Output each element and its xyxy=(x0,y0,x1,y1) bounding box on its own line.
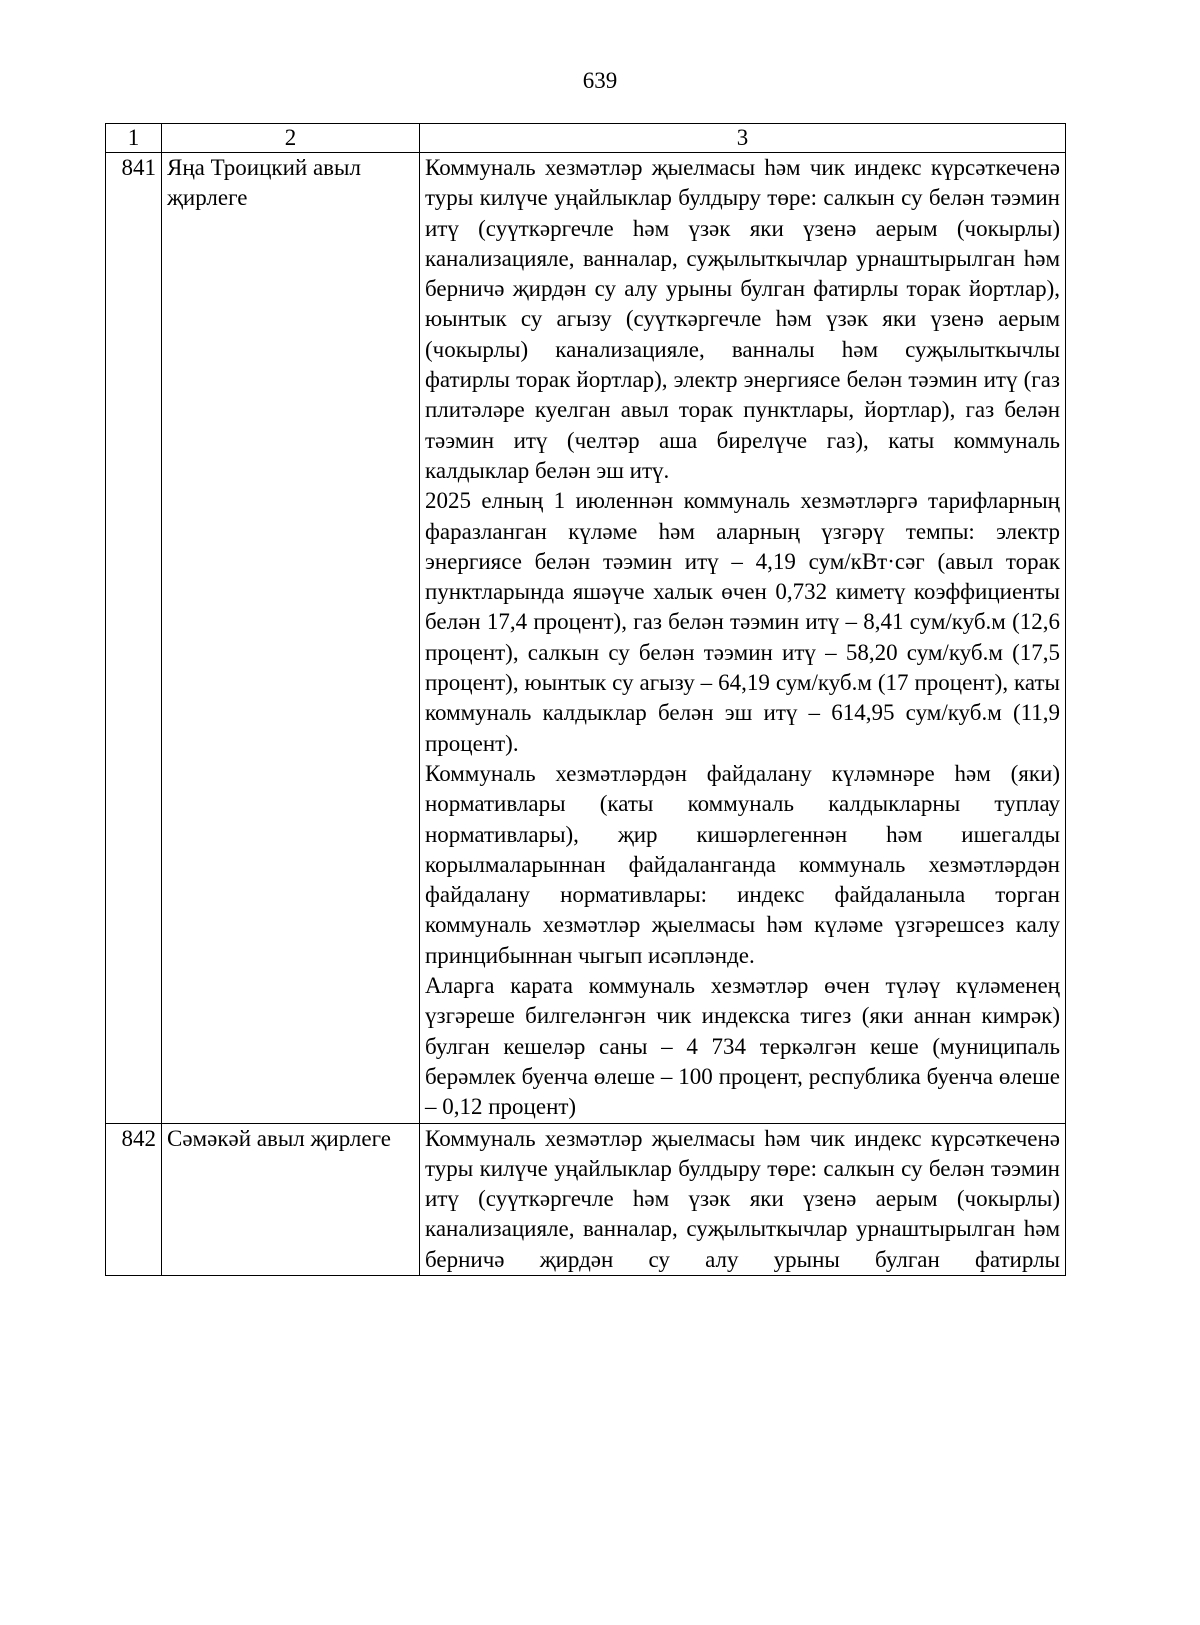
description-paragraph: Коммуналь хезмәтләр җыелмасы һәм чик индекс күрсәткеченә туры килүче уңайлыклар булдыру төре: салкын су белән тәэмин итү (суүткәргечле һәм үзәк яки үзенә аерым (чокырлы) канализацияле, ванналар, суҗылыткычлар урнаштырылган һәм берничә җирдән су алу урыны булган фатирлы xyxy=(425,1125,1060,1272)
description-paragraph: Коммуналь хезмәтләр җыелмасы һәм чик индекс күрсәткеченә туры килүче уңайлыклар булдыру төре: салкын су белән тәэмин итү (суүткәргечле һәм үзәк яки үзенә аерым (чокырлы) канализацияле, ванналар, суҗылыткычлар урнаштырылган һәм берничә җирдән су алу урыны булган фатирлы торак йортлар), юынтык су агызу (суүткәргечле һәм үзәк яки үзенә аерым (чокырлы) канализацияле, ванналы һәм суҗылыткычлы фатирлы торак йортлар), электр энергиясе белән тәэмин итү (газ плитәләре куелган авыл торак пунктлары, йортлар), газ белән тәэмин итү (челтәр аша бирелүче газ), каты коммуналь калдыклар белән эш итү. xyxy=(425,155,1060,483)
table-header-row xyxy=(106,124,1066,153)
table-row xyxy=(106,1123,1066,1275)
table-row xyxy=(106,153,1066,1124)
settlement-name: Яңа Троицкий авыл җирлеге xyxy=(162,153,420,1124)
page-number: 639 xyxy=(582,68,618,93)
description-paragraph: Коммуналь хезмәтләрдән файдалану күләмнәре һәм (яки) нормативлары (каты коммуналь калдыкларны туплау нормативлары), җир кишәрлегеннән һәм ишегалды корылмаларыннан файдаланганда коммуналь хезмәтләрдән файдалану нормативлары: индекс файдаланыла торган коммуналь хезмәтләр җыелмасы һәм күләме үзгәрешсез калу принцибыннан чыгып исәпләнде. xyxy=(425,760,1060,968)
column-header-1: 1 xyxy=(106,124,162,153)
data-table xyxy=(105,123,1066,1276)
description-cell xyxy=(420,1123,1066,1275)
row-number: 841 xyxy=(106,153,162,1124)
description-paragraph: 2025 елның 1 июленнән коммуналь хезмәтләргә тарифларның фаразланган күләме һәм аларның үзгәрү темпы: электр энергиясе белән тәэмин итү – 4,19 сум/кВт·сәг (авыл торак пунктларында яшәүче халык өчен 0,732 киметү коэффициенты белән 17,4 процент), газ белән тәэмин итү – 8,41 сум/куб.м (12,6 процент), салкын су белән тәэмин итү – 58,20 сум/куб.м (17,5 процент), юынтык су агызу – 64,19 сум/куб.м (17 процент), каты коммуналь калдыклар белән эш итү – 614,95 сум/куб.м (11,9 процент). xyxy=(425,488,1060,756)
column-header-3: 3 xyxy=(420,124,1066,153)
description-paragraph: Аларга карата коммуналь хезмәтләр өчен түләү күләменең үзгәреше билгеләнгән чик индекска тигез (яки аннан кимрәк) булган кешеләр саны – 4 734 теркәлгән кеше (муниципаль берәмлек буенча өлеше – 100 процент, республика буенча өлеше – 0,12 процент) xyxy=(425,973,1060,1120)
row-number: 842 xyxy=(106,1123,162,1275)
column-header-2: 2 xyxy=(162,124,420,153)
settlement-name: Сәмәкәй авыл җирлеге xyxy=(162,1123,420,1275)
description-cell xyxy=(420,153,1066,1124)
